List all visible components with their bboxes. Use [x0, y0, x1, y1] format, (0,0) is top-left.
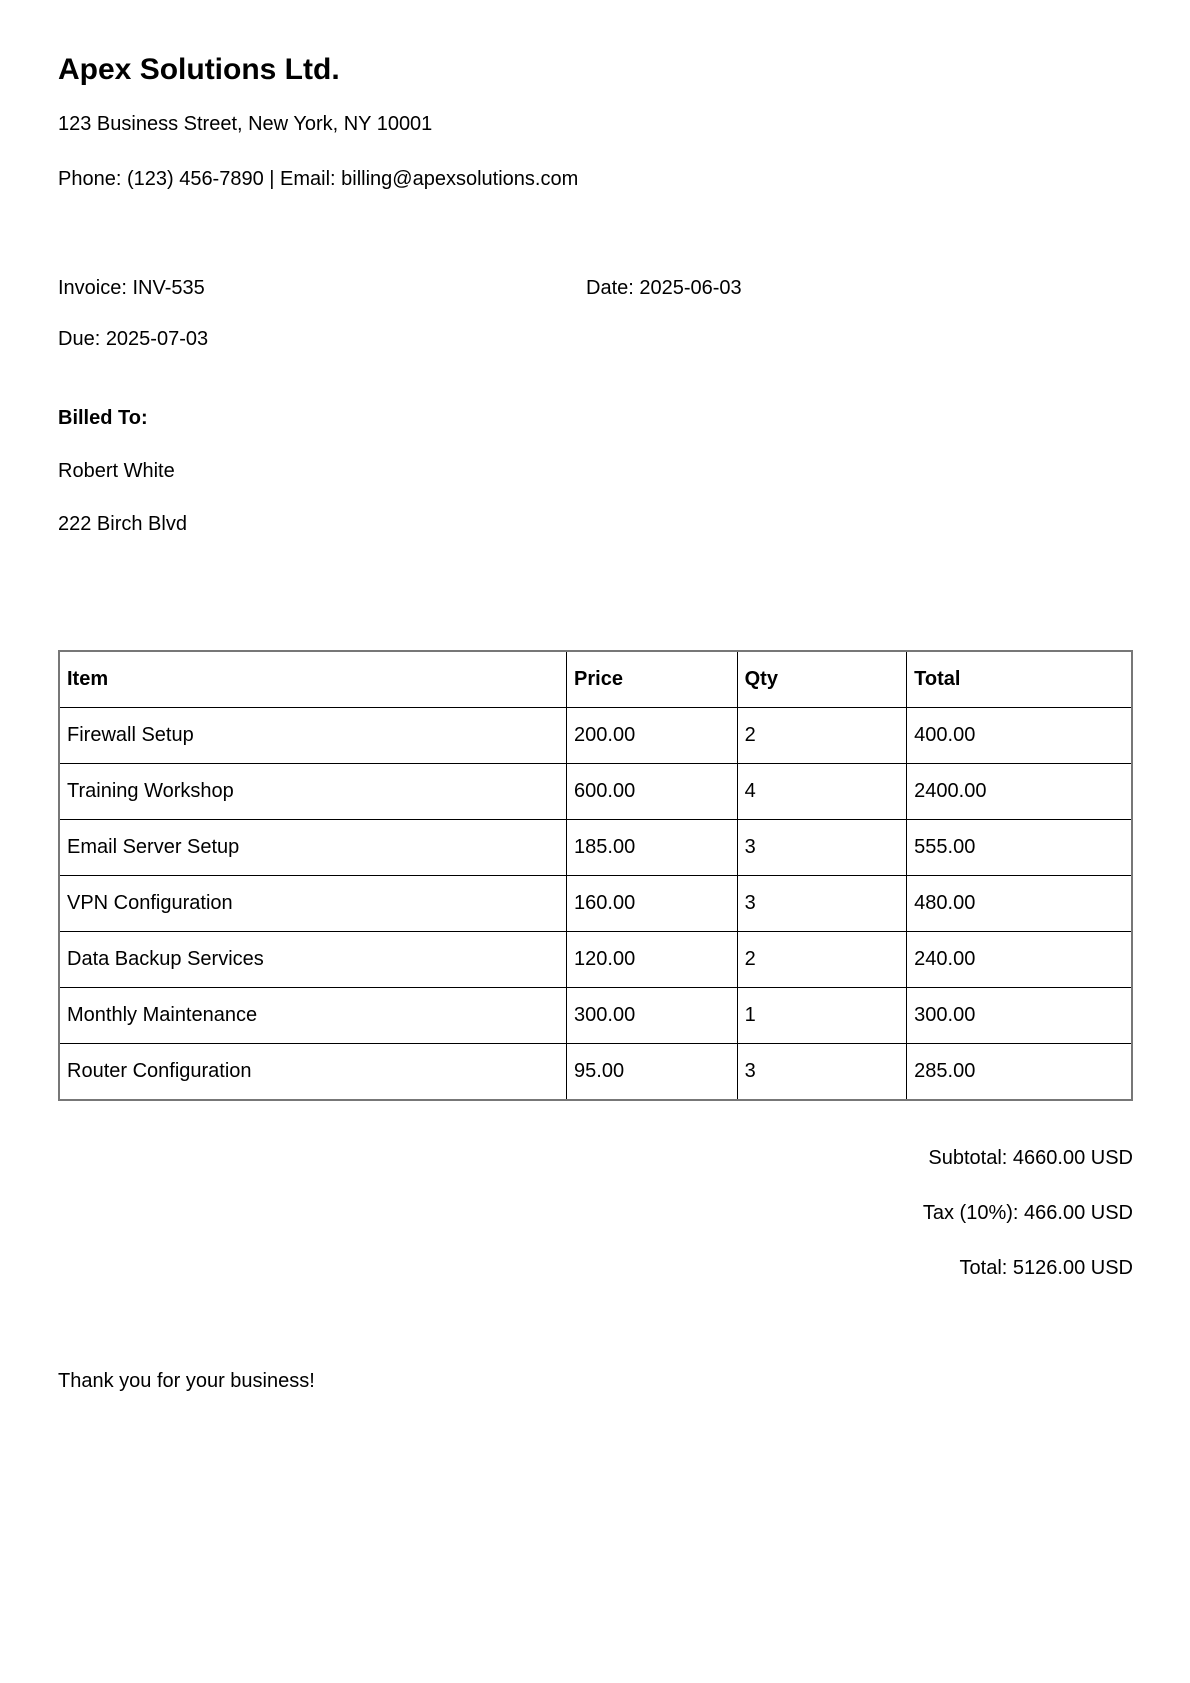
invoice-meta-section: [58, 277, 1133, 351]
table-row: [59, 708, 1132, 764]
tax-line: [58, 1202, 1133, 1225]
totals-section: [58, 1147, 1133, 1280]
total-label: Total:: [959, 1257, 1008, 1279]
total-cell: 555.00: [907, 820, 1132, 876]
table-header-row: [59, 651, 1132, 708]
total-cell: 480.00: [907, 876, 1132, 932]
billed-to-address: 222 Birch Blvd: [58, 513, 187, 535]
table-row: [59, 876, 1132, 932]
qty-cell: 2: [737, 932, 907, 988]
price-cell: 120.00: [567, 932, 738, 988]
price-cell: 185.00: [567, 820, 738, 876]
table-row: [59, 988, 1132, 1044]
invoice-number: INV-535: [132, 277, 205, 299]
date-value: 2025-06-03: [639, 277, 742, 299]
table-row: [59, 932, 1132, 988]
date-label: Date:: [586, 277, 634, 299]
column-header-price: Price: [567, 651, 738, 708]
tax-label: Tax (10%):: [922, 1202, 1019, 1224]
total-cell: 240.00: [907, 932, 1132, 988]
price-cell: 300.00: [567, 988, 738, 1044]
invoice-number-line: [58, 277, 586, 300]
table-row: [59, 764, 1132, 820]
total-cell: 285.00: [907, 1044, 1132, 1101]
subtotal-line: [58, 1147, 1133, 1170]
invoice-date-line: [586, 277, 1133, 300]
column-header-item: Item: [59, 651, 567, 708]
subtotal-value: 4660.00 USD: [1012, 1147, 1133, 1169]
invoice-number-date-row: [58, 277, 1133, 300]
qty-cell: 1: [737, 988, 907, 1044]
company-name: Apex Solutions Ltd.: [58, 53, 340, 86]
qty-cell: 2: [737, 708, 907, 764]
due-label: Due:: [58, 328, 101, 350]
line-items-table: [58, 650, 1133, 1101]
price-cell: 600.00: [567, 764, 738, 820]
due-value: 2025-07-03: [105, 328, 209, 350]
item-cell: Email Server Setup: [59, 820, 567, 876]
billed-to-name: Robert White: [58, 460, 175, 482]
qty-cell: 4: [737, 764, 907, 820]
column-header-total: Total: [907, 651, 1132, 708]
qty-cell: 3: [737, 820, 907, 876]
subtotal-label: Subtotal:: [928, 1147, 1008, 1169]
invoice-due-line: [58, 328, 1133, 351]
price-cell: 95.00: [567, 1044, 738, 1101]
qty-cell: 3: [737, 1044, 907, 1101]
total-cell: 2400.00: [907, 764, 1132, 820]
item-cell: Monthly Maintenance: [59, 988, 567, 1044]
item-cell: Router Configuration: [59, 1044, 567, 1101]
total-value: 5126.00 USD: [1012, 1257, 1133, 1279]
billed-to-heading: Billed To:: [58, 407, 148, 429]
table-row: [59, 1044, 1132, 1101]
company-address: 123 Business Street, New York, NY 10001: [58, 113, 433, 135]
price-cell: 200.00: [567, 708, 738, 764]
total-cell: 300.00: [907, 988, 1132, 1044]
column-header-qty: Qty: [737, 651, 907, 708]
item-cell: VPN Configuration: [59, 876, 567, 932]
tax-value: 466.00 USD: [1024, 1202, 1133, 1224]
item-cell: Training Workshop: [59, 764, 567, 820]
price-cell: 160.00: [567, 876, 738, 932]
qty-cell: 3: [737, 876, 907, 932]
invoice-label: Invoice:: [58, 277, 127, 299]
item-cell: Firewall Setup: [59, 708, 567, 764]
table-row: [59, 820, 1132, 876]
footer-message: Thank you for your business!: [58, 1370, 315, 1392]
company-contact-line: Phone: (123) 456-7890 | Email: billing@apexsolutions.com: [58, 168, 579, 190]
item-cell: Data Backup Services: [59, 932, 567, 988]
total-line: [58, 1257, 1133, 1280]
total-cell: 400.00: [907, 708, 1132, 764]
